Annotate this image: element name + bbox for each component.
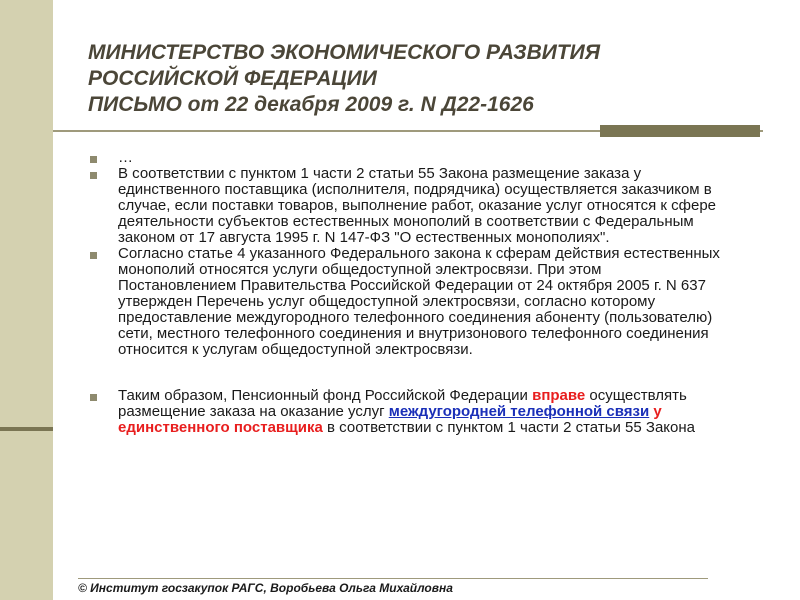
list-item-conclusion	[90, 388, 720, 436]
footer-divider	[78, 578, 708, 579]
long-distance-link[interactable]: междугородней телефонной связи	[388, 403, 650, 420]
list-item-text: Согласно статье 4 указанного Федерального закона к сферам действия естественных монополий относятся услуги общедоступной электросвязи. При этом Постановлением Правительства Российской Федерации от 24 октября 2005 г. N 637 утвержден Перечень услуг общедоступной электросвязи, согласно которому предоставление междугородного телефонного соединения абоненту (пользователю) сети, местного телефонного соединения и внутризонового телефонного соединения относится к услугам общедоступной электросвязи.	[118, 245, 720, 358]
title-line-federation: РОССИЙСКОЙ ФЕДЕРАЦИИ	[88, 67, 377, 90]
list-item	[90, 246, 720, 358]
conclusion-text: Таким образом, Пенсионный фонд Российской Федерации	[118, 387, 533, 404]
page-title	[88, 40, 768, 118]
bullet-square-icon	[90, 252, 97, 259]
list-item-text: В соответствии с пунктом 1 части 2 статьи 55 Закона размещение заказа у единственного поставщика (исполнителя, подрядчика) осуществляется заказчиком в случае, если поставки товаров, выполнение работ, оказание услуг относятся к сфере деятельности субъектов естественных монополий в соответствии с Федеральным законом от 17 августа 1995 г. N 147-ФЗ "О естественных монополиях".	[118, 165, 717, 246]
left-decorative-band	[0, 0, 53, 600]
conclusion-text: осуществлять размещение заказа на оказание услуг	[118, 387, 687, 420]
title-line-ministry: МИНИСТЕРСТВО ЭКОНОМИЧЕСКОГО РАЗВИТИЯ	[88, 41, 601, 64]
highlight-vprave: вправе	[532, 387, 586, 404]
list-item-text: …	[118, 149, 133, 166]
conclusion-text: в соответствии с пунктом 1 части 2 статьи 55 Закона	[322, 419, 696, 436]
bullet-list	[90, 150, 720, 436]
list-item	[90, 166, 720, 246]
bullet-square-icon	[90, 394, 97, 401]
title-line-letter: ПИСЬМО от 22 декабря 2009 г. N Д22-1626	[88, 93, 534, 116]
footer-copyright: © Институт госзакупок РАГС, Воробьева Ольга Михайловна	[78, 581, 453, 595]
bullet-square-icon	[90, 156, 97, 163]
highlight-single-supplier: у единственного поставщика	[118, 403, 662, 436]
title-divider-accent	[600, 125, 760, 137]
left-band-accent	[0, 427, 53, 431]
bullet-square-icon	[90, 172, 97, 179]
list-item	[90, 150, 720, 166]
